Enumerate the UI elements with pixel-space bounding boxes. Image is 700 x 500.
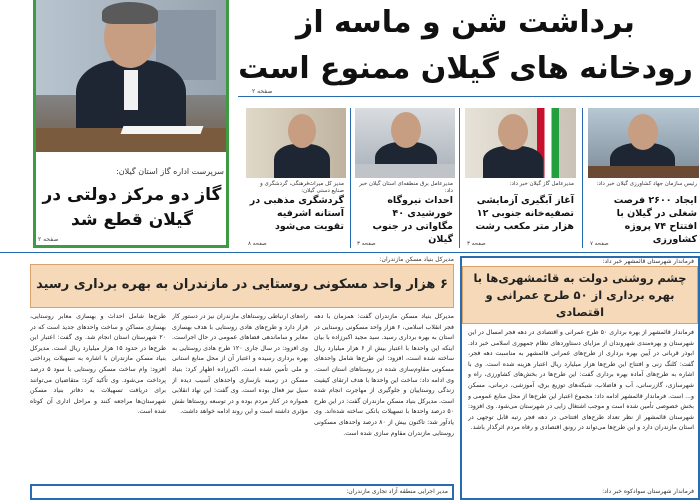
card-headline: آغاز آبگیری آزمایشی تصفیه‌خانه جنوبی ۱۲ هزار متر مکعب رشت: [475, 195, 574, 232]
divider: [582, 108, 583, 248]
bottom-story-source: مدیر اجرایی منطقه آزاد تجاری مازندران:: [346, 488, 448, 495]
card-photo: [246, 108, 346, 178]
news-card-agriculture[interactable]: [588, 108, 699, 248]
center-story-source: مدیرکل بنیاد مسکن مازندران:: [379, 256, 454, 263]
card-page: صفحه ۸: [248, 241, 267, 247]
feature-source: سرپرست اداره گاز استان گیلان:: [116, 167, 224, 176]
news-card-solar[interactable]: [355, 108, 455, 248]
divider: [350, 108, 351, 248]
right-story-bottom-source: فرماندار شهرستان سوادکوه خبر داد:: [602, 488, 694, 495]
news-card-water[interactable]: [465, 108, 576, 248]
card-source: رئیس سازمان جهاد کشاورزی گیلان خبر داد:: [596, 181, 697, 187]
feature-headline[interactable]: گاز دو مرکز دولتی در گیلان قطع شد: [42, 185, 222, 230]
card-headline: گردشگری مذهبی در آستانه اشرفیه تقویت می‌شود: [249, 195, 344, 232]
right-story-source: فرماندار شهرستان قائمشهر خبر داد:: [602, 258, 694, 265]
card-photo: [588, 108, 699, 178]
right-story-body: فرماندار قائمشهر از بهره برداری ۵۰ طرح عمرانی و اقتصادی در دهه فجر امسال در این شهرستان و بهره‌مندی شهروندان از مزایای دستاوردهای نظام جمهوری اسلامی خبر داد. ابوذر قربانی در آیین بهره برداری از طرح‌های عمرانی قائمشهر به مناسبت دهه فجر، گفت: کلنگ زنی و افتتاح این طرح‌ها هزار میلیارد ریال اعتبار هزینه شده است. وی با اشاره به طرح‌های آماده بهره برداری گفت: این طرح‌ها در بخش‌های کشاورزی، راه و شهرسازی، گازرسانی، آب و فاضلاب، شبکه‌های توزیع برق، آموزشی، درمانی، مسکن و... است. فرماندار قائمشهر ادامه داد: مجموع اعتبار این طرح‌ها از محل منابع عمومی و بخش خصوصی تأمین شده است و موجب اشتغال زایی در شهرستان می‌شود. وی افزود: شهرستان قائمشهر از نظر تعداد طرح‌های افتتاحی در دهه فجر رتبه قابل توجهی در استان مازندران دارد و این طرح‌ها می‌تواند در رونق اقتصادی و رفاه مردم اثرگذار باشد.: [468, 329, 694, 432]
divider: [459, 108, 460, 248]
card-source: مدیرعامل گاز گیلان خبر داد:: [509, 181, 574, 187]
card-headline: احداث نیروگاه خورشیدی ۴۰ مگاواتی در جنوب گیلان: [372, 195, 453, 245]
card-photo: [355, 108, 455, 178]
main-headline[interactable]: برداشت شن و ماسه از رودخانه های گیلان ممنوع است: [238, 5, 693, 86]
card-source: مدیرعامل برق منطقه‌ای استان گیلان خبر داد:: [359, 181, 453, 194]
card-source: مدیر کل میراث‌فرهنگی، گردشگری و صنایع دستی گیلان:: [260, 181, 344, 194]
center-col-1: مدیرکل بنیاد مسکن مازندران گفت: همزمان با دهه فجر انقلاب اسلامی، ۶ هزار واحد مسکونی روستایی در استان به بهره برداری رسید. سید مجید اکبرزاده با بیان اینکه این واحدها با اعتبار بیش از ۶ هزار میلیارد ریال ساخته شده است، افزود: این طرح‌ها شامل واحدهای مسکونی مقاوم‌سازی شده در روستاهای استان است. وی ادامه داد: ساخت این واحدها با هدف ارتقای کیفیت زندگی روستاییان و جلوگیری از مهاجرت انجام شده است. مدیرکل بنیاد مسکن مازندران گفت: در این طرح ۵۰ درصد واحدها با تسهیلات بانکی ساخته شده‌اند. وی یادآور شد: تاکنون بیش از ۸۰ درصد واحدهای مسکونی روستایی مازندران مقاوم سازی شده است.: [314, 313, 454, 437]
main-page-ref: صفحه ۲: [252, 88, 273, 95]
divider: [0, 252, 700, 253]
card-page: صفحه ۳: [357, 241, 376, 247]
card-photo: [465, 108, 576, 178]
card-page: صفحه ۳: [467, 241, 486, 247]
divider: [238, 96, 700, 97]
center-col-3: طرح‌ها شامل احداث و بهسازی معابر روستایی، بهسازی مساکن و ساخت واحدهای جدید است که در ۲۰ شهرستان استان انجام شد. وی گفت: اعتبار این طرح‌ها در حدود ۱۵ هزار میلیارد ریال است. مدیرکل بنیاد مسکن مازندران با اشاره به تسهیلات پرداختی افزود: وام ساخت مسکن روستایی با سود ۵ درصد پرداخت می‌شود. وی تأکید کرد: متقاضیان می‌توانند برای دریافت تسهیلات به دفاتر بنیاد مسکن شهرستان‌ها مراجعه کنند و مراحل اداری آن کوتاه شده است.: [30, 313, 166, 416]
news-card-tourism[interactable]: [246, 108, 346, 248]
card-headline: ایجاد ۲۶۰۰ فرصت شغلی در گیلان با افتتاح ۷۴ پروژه کشاورزی: [613, 195, 697, 245]
center-story-headline[interactable]: ۶ هزار واحد مسکونی روستایی در مازندران به بهره برداری رسید: [30, 264, 454, 308]
right-story-headline[interactable]: چشم روشنی دولت به قائمشهری‌ها با بهره برداری از ۵۰ طرح عمرانی و اقتصادی: [462, 266, 698, 324]
official-photo: [36, 0, 226, 152]
feature-page: صفحه ۲: [38, 236, 59, 243]
card-page: صفحه ۷: [590, 241, 609, 247]
center-col-2: راه‌های ارتباطی روستاهای مازندران نیز در دستور کار قرار دارد و طرح‌های هادی روستایی با هدف بهسازی معابر و ساماندهی فضاهای عمومی در حال اجراست. وی افزود: در سال جاری ۱۲۰ طرح هادی روستایی به بهره برداری رسیده و اعتبار آن از محل منابع استانی و ملی تأمین شده است. اکبرزاده اظهار کرد: بنیاد مسکن در زمینه بازسازی واحدهای آسیب دیده از سیل نیز فعال بوده است. وی گفت: این نهاد انقلابی همواره در کنار مردم بوده و در توسعه روستاها نقش مؤثری داشته است و این روند ادامه خواهد داشت.: [172, 313, 308, 416]
